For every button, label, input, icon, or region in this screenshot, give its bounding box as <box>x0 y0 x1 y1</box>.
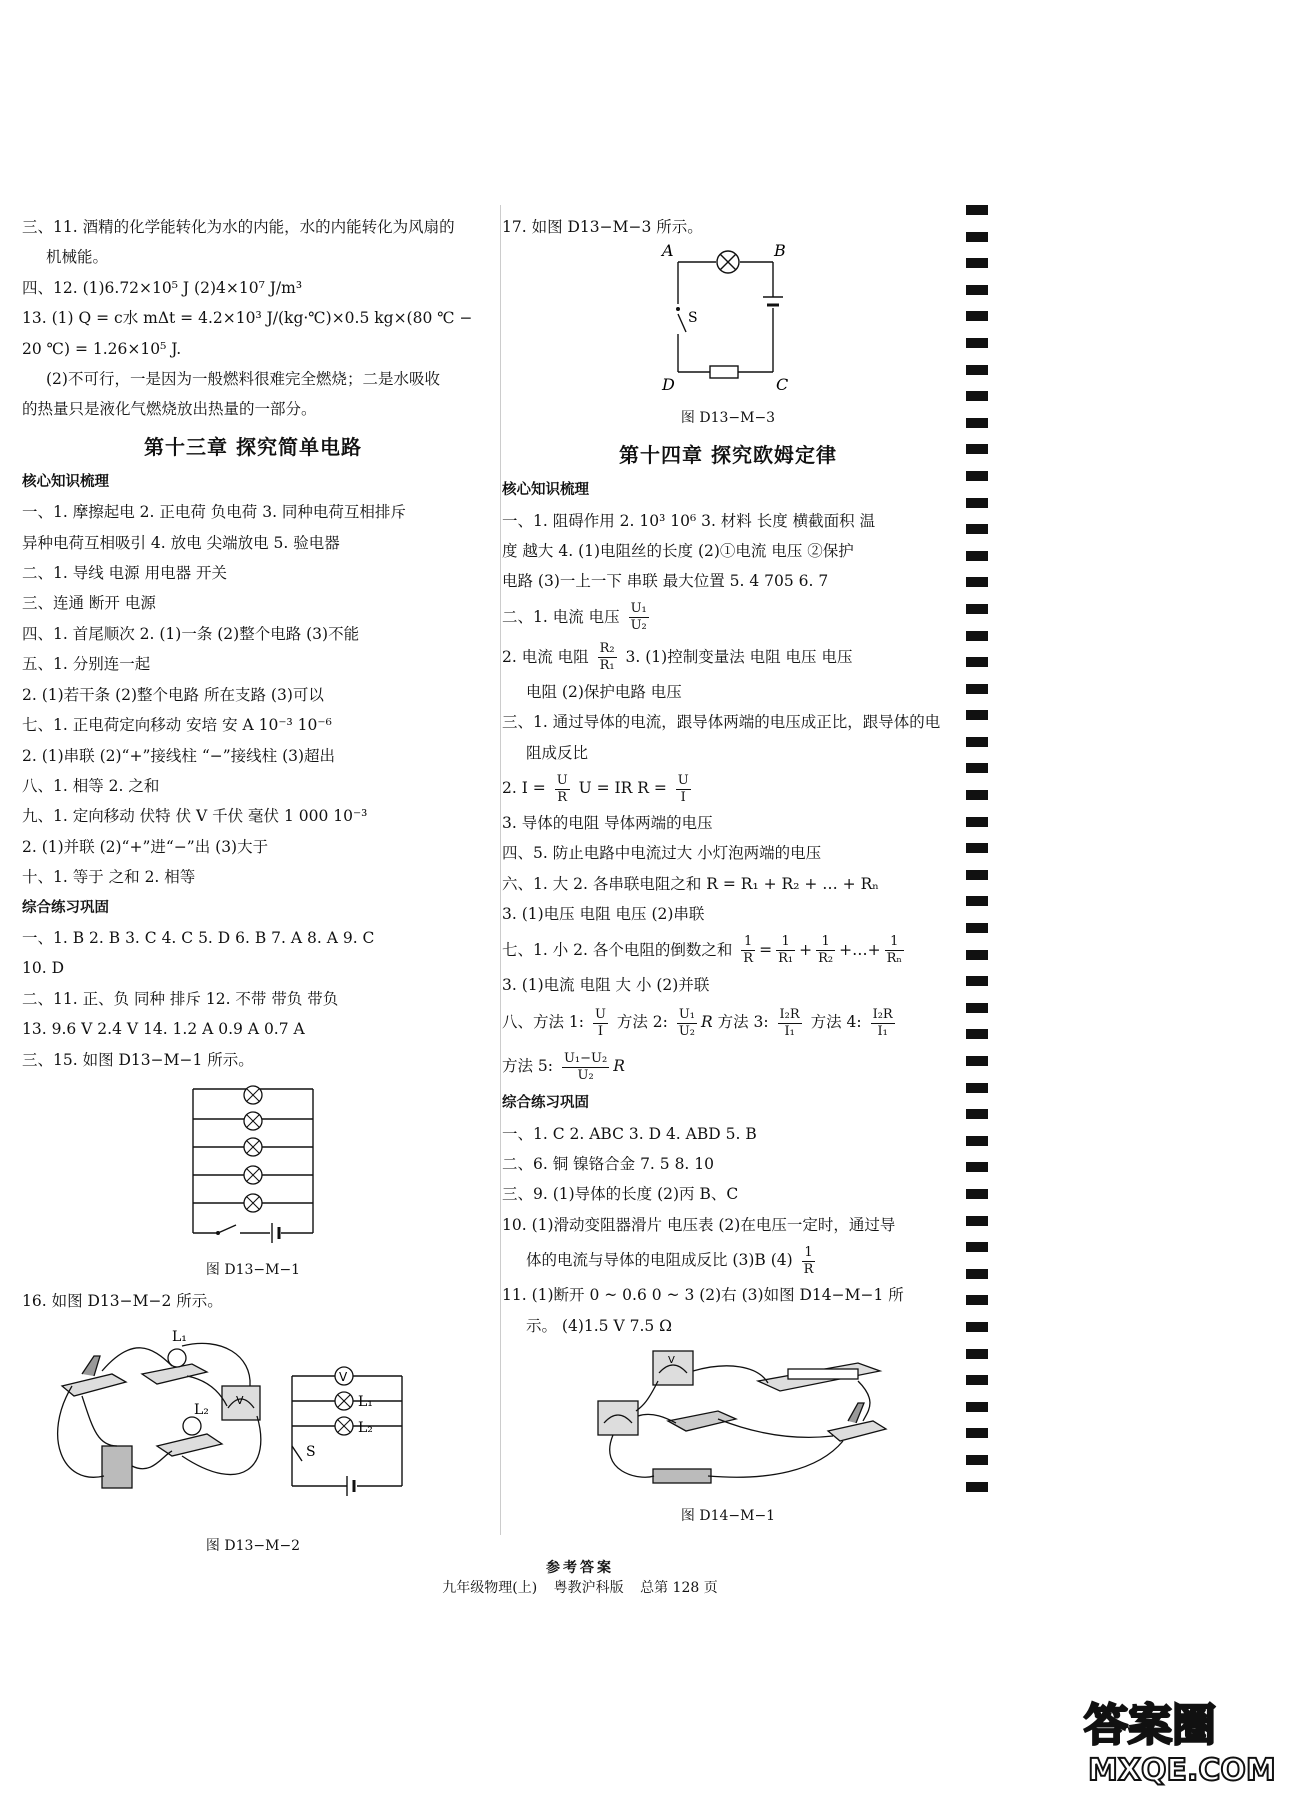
text-segment: 八、方法 1: <box>502 1013 585 1032</box>
registration-mark <box>966 1322 988 1332</box>
registration-mark <box>966 1402 988 1412</box>
registration-mark <box>966 471 988 481</box>
registration-mark <box>966 232 988 242</box>
registration-mark <box>966 551 988 561</box>
footer-title: 参考答案 <box>546 1560 614 1576</box>
voltmeter-label: V <box>668 1354 675 1366</box>
registration-mark <box>966 1482 988 1492</box>
text-segment: 3. (1)控制变量法 电阻 电压 电压 <box>625 647 853 666</box>
text-line <box>502 597 954 637</box>
numerator: 1 <box>816 934 835 951</box>
fraction-1-rn <box>885 934 904 967</box>
text-line: 2. (1)并联 (2)“+”进“−”出 (3)大于 <box>22 837 269 856</box>
text-segment: 方法 4: <box>810 1013 862 1032</box>
text-line: 11. (1)断开 0 ~ 0.6 0 ~ 3 (2)右 (3)如图 D14−M−1 所 <box>502 1286 904 1305</box>
fraction-1-r2 <box>816 934 835 967</box>
text-line: 电路 (3)一上一下 串联 最大位置 5. 4 705 6. 7 <box>502 572 829 591</box>
text-line: 三、连通 断开 电源 <box>22 594 156 613</box>
registration-mark <box>966 896 988 906</box>
text-line <box>502 768 954 808</box>
figure-caption: 图 D13−M−2 <box>205 1538 301 1555</box>
numerator: 1 <box>741 934 755 951</box>
text-line: 一、1. C 2. ABC 3. D 4. ABD 5. B <box>502 1124 757 1143</box>
text-segment: 方法 3: <box>717 1013 769 1032</box>
denominator: I <box>680 789 686 805</box>
ohm-law-experiment-sketch <box>558 1341 898 1491</box>
registration-mark <box>966 950 988 960</box>
registration-mark <box>966 1109 988 1119</box>
denominator: Rₙ <box>886 951 902 967</box>
denominator: I <box>597 1023 603 1039</box>
section-heading: 综合练习巩固 <box>22 899 109 916</box>
text-line: 2. (1)串联 (2)“+”接线柱 “−”接线柱 (3)超出 <box>22 746 336 765</box>
text-line: (2)不可行，一是因为一般燃料很难完全燃烧；二是水吸收 <box>46 370 440 389</box>
numerator: U <box>677 772 689 788</box>
registration-mark <box>966 1056 988 1066</box>
right-column <box>502 212 954 1532</box>
text-line: 三、1. 通过导体的电流，跟导体两端的电压成正比，跟导体的电 <box>502 713 941 732</box>
text-line: 四、12. (1)6.72×10⁵ J (2)4×10⁷ J/m³ <box>22 278 303 297</box>
text-line: 示。 (4)1.5 V 7.5 Ω <box>526 1316 673 1335</box>
series-circuit-abcd-diagram <box>658 242 798 392</box>
text-line: 二、1. 导线 电源 用电器 开关 <box>22 564 227 583</box>
fraction-u1-u2 <box>629 601 649 634</box>
fraction-1-r1 <box>776 934 795 967</box>
series-parallel-circuit-diagram <box>22 1316 462 1531</box>
fraction-u1-minus-u2 <box>562 1051 609 1084</box>
fraction-1-r <box>741 934 755 967</box>
denominator: R₁ <box>599 658 615 674</box>
page-footer <box>350 1558 810 1598</box>
denominator: U₂ <box>577 1067 594 1083</box>
text-line: 机械能。 <box>46 248 109 267</box>
text-line: 八、方法 1: $\frac{U}{I}$ 方法 2: $\frac{\text{U₁}}{\text{U₂}}$ R 方法 3: $\frac{\text{I₂R}}{\text{I₁}}$ 方法 4: $\frac{\text{I₂R}}{\text{I₁}}$ <box>502 1006 893 1039</box>
text-line: 二、6. 铜 镍铬合金 7. 5 8. 10 <box>502 1154 715 1173</box>
denominator: R₂ <box>818 951 834 967</box>
text-line: 度 越大 4. (1)电阻丝的长度 (2)①电流 电压 ②保护 <box>502 542 854 561</box>
text-line: 一、1. B 2. B 3. C 4. C 5. D 6. B 7. A 8. A 9. C <box>22 928 375 947</box>
registration-mark <box>966 1216 988 1226</box>
registration-mark <box>966 258 988 268</box>
fraction-u1-u2 <box>677 1007 697 1040</box>
text-line: 2. (1)若干条 (2)整个电路 所在支路 (3)可以 <box>22 685 324 704</box>
chapter-14-title: 第十四章 探究欧姆定律 <box>619 443 837 468</box>
registration-mark <box>966 498 988 508</box>
text-line: 三、9. (1)导体的长度 (2)丙 B、C <box>502 1185 739 1204</box>
text-segment: 2. I = <box>502 779 546 798</box>
left-column <box>22 212 484 1562</box>
registration-mark <box>966 444 988 454</box>
text-segment: 七、1. 小 2. 各个电阻的倒数之和 <box>502 940 733 959</box>
text-line: 二、11. 正、负 同种 排斥 12. 不带 带负 带负 <box>22 989 339 1008</box>
registration-mark <box>966 1428 988 1438</box>
registration-mark <box>966 391 988 401</box>
denominator: I₁ <box>784 1023 795 1039</box>
numerator: R₂ <box>599 641 615 657</box>
numerator: 1 <box>802 1245 816 1262</box>
switch-s: S <box>688 310 698 327</box>
text-line: 九、1. 定向移动 伏特 伏 V 千伏 毫伏 1 000 10⁻³ <box>22 807 368 826</box>
text-line: 六、1. 大 2. 各串联电阻之和 R = R₁ + R₂ + … + Rₙ <box>502 874 879 893</box>
section-heading: 综合练习巩固 <box>502 1095 589 1112</box>
text-line: 八、1. 相等 2. 之和 <box>22 776 160 795</box>
figure-d13-m2 <box>22 1316 484 1531</box>
text-line: 13. 9.6 V 2.4 V 14. 1.2 A 0.9 A 0.7 A <box>22 1020 305 1039</box>
label-l1: L₁ <box>172 1329 187 1346</box>
text-line: 阻成反比 <box>526 743 589 762</box>
registration-mark <box>966 657 988 667</box>
registration-mark <box>966 631 988 641</box>
text-line: 10. D <box>22 959 65 978</box>
text-segment: 方法 5: <box>502 1057 554 1076</box>
numerator: U₁−U₂ <box>563 1050 608 1066</box>
text-line <box>502 1240 954 1280</box>
text-line: 3. (1)电压 电阻 电压 (2)串联 <box>502 905 705 924</box>
registration-mark <box>966 843 988 853</box>
text-line: 七、1. 小 2. 各个电阻的倒数之和 $\frac{1}{R}$ = $\frac{1}{\text{R₁}}$ + $\frac{1}{\text{R₂}}$ +…+ $\frac{1}{\text{Rₙ}}$ <box>502 934 902 967</box>
watermark-url: MXQE.COM <box>1088 1753 1276 1788</box>
section-heading: 核心知识梳理 <box>502 482 589 499</box>
chapter-13-title: 第十三章 探究简单电路 <box>144 434 362 459</box>
text-line: 3. (1)电流 电阻 大 小 (2)并联 <box>502 975 710 994</box>
numerator: U₁ <box>678 1006 695 1022</box>
text-line: 三、15. 如图 D13−M−1 所示。 <box>22 1050 254 1069</box>
denominator: I₁ <box>877 1023 888 1039</box>
fraction-i2r-i1 <box>778 1007 802 1040</box>
point-c: C <box>776 375 789 393</box>
text-line: 一、1. 阻碍作用 2. 10³ 10⁶ 3. 材料 长度 横截面积 温 <box>502 511 876 530</box>
registration-mark <box>966 790 988 800</box>
registration-mark <box>966 311 988 321</box>
text-line: 四、5. 防止电路中电流过大 小灯泡两端的电压 <box>502 844 822 863</box>
text-line: 电阻 (2)保护电路 电压 <box>526 682 682 701</box>
text-segment: 2. 电流 电阻 <box>502 647 589 666</box>
registration-mark <box>966 1189 988 1199</box>
figure-caption: 图 D14−M−1 <box>680 1508 776 1525</box>
registration-mark <box>966 684 988 694</box>
registration-mark <box>966 1242 988 1252</box>
registration-mark <box>966 923 988 933</box>
text-line: 五、1. 分别连一起 <box>22 655 151 674</box>
registration-mark <box>966 1083 988 1093</box>
figure-d13-m3 <box>502 242 954 402</box>
registration-mark <box>966 737 988 747</box>
registration-mark <box>966 205 988 215</box>
text-line: 七、1. 正电荷定向移动 安培 安 A 10⁻³ 10⁻⁶ <box>22 716 332 735</box>
registration-mark <box>966 1375 988 1385</box>
text-line: 的热量只是液化气燃烧放出热量的一部分。 <box>22 400 317 419</box>
registration-mark <box>966 710 988 720</box>
label-l1: L₁ <box>358 1394 373 1411</box>
figure-caption: 图 D13−M−3 <box>680 409 776 426</box>
figure-d14-m1 <box>502 1341 954 1501</box>
watermark-graphic <box>1074 1680 1284 1790</box>
registration-mark <box>966 577 988 587</box>
registration-mark <box>966 524 988 534</box>
voltmeter-label: V <box>339 1370 348 1385</box>
fraction-i2r-i1 <box>871 1007 895 1040</box>
registration-mark <box>966 817 988 827</box>
registration-mark <box>966 763 988 773</box>
parallel-lamps-circuit-diagram <box>178 1075 328 1245</box>
numerator: U₁ <box>630 601 647 617</box>
text-line: 异种电荷互相吸引 4. 放电 尖端放电 5. 验电器 <box>22 533 340 552</box>
numerator: I₂R <box>779 1006 800 1022</box>
registration-mark <box>966 365 988 375</box>
watermark-title: 答案圈 <box>1084 1700 1216 1751</box>
text-line: 3. 导体的电阻 导体两端的电压 <box>502 814 713 833</box>
text-line: 一、1. 摩擦起电 2. 正电荷 负电荷 3. 同种电荷互相排斥 <box>22 503 406 522</box>
registration-mark <box>966 1003 988 1013</box>
point-d: D <box>662 375 675 393</box>
numerator: U <box>594 1006 606 1022</box>
registration-mark <box>966 976 988 986</box>
text-line: 13. (1) Q = c水 mΔt = 4.2×10³ J/(kg·℃)×0.5 kg×(80 ℃ − <box>22 309 473 328</box>
text-line: 16. 如图 D13−M−2 所示。 <box>22 1291 223 1310</box>
registration-mark <box>966 1029 988 1039</box>
fraction-u-i <box>593 1007 608 1040</box>
denominator: R <box>557 789 568 805</box>
registration-mark <box>966 285 988 295</box>
registration-mark <box>966 604 988 614</box>
denominator: R <box>743 951 754 967</box>
registration-mark <box>966 1162 988 1172</box>
registration-mark <box>966 1295 988 1305</box>
text-line <box>502 637 954 677</box>
registration-mark <box>966 418 988 428</box>
point-a: A <box>662 242 674 261</box>
registration-mark <box>966 1455 988 1465</box>
registration-mark <box>966 870 988 880</box>
label-l2: L₂ <box>358 1420 373 1437</box>
label-s: S <box>306 1444 316 1461</box>
footer-grade: 九年级物理(上) <box>442 1580 538 1596</box>
registration-mark <box>966 1136 988 1146</box>
footer-info <box>350 1578 810 1598</box>
text-line: 方法 5: $\frac{\text{U₁−U₂}}{\text{U₂}}$ R <box>502 1050 625 1083</box>
footer-page-number: 总第 128 页 <box>640 1580 718 1596</box>
figure-d13-m1 <box>22 1075 484 1255</box>
page-fold-line <box>500 205 501 1535</box>
fraction-u-r <box>555 773 570 806</box>
denominator: U₂ <box>678 1023 695 1039</box>
watermark-logo <box>1074 1680 1284 1790</box>
fraction-u-i <box>676 773 691 806</box>
text-line: 十、1. 等于 之和 2. 相等 <box>22 868 196 887</box>
registration-mark <box>966 338 988 348</box>
registration-mark <box>966 1269 988 1279</box>
numerator: U <box>556 772 568 788</box>
text-segment: U = IR R = <box>578 779 667 798</box>
text-line: 四、1. 首尾顺次 2. (1)一条 (2)整个电路 (3)不能 <box>22 624 360 643</box>
section-heading: 核心知识梳理 <box>22 473 109 490</box>
figure-caption: 图 D13−M−1 <box>205 1262 301 1279</box>
text-line: 17. 如图 D13−M−3 所示。 <box>502 218 703 236</box>
denominator: R <box>803 1261 814 1277</box>
label-v: V <box>236 1394 244 1408</box>
text-segment: 二、1. 电流 电压 <box>502 607 620 626</box>
numerator: 1 <box>885 934 904 951</box>
fraction-r2-r1 <box>598 641 617 674</box>
fraction-1-r <box>802 1245 816 1278</box>
text-line: 10. (1)滑动变阻器滑片 电压表 (2)在电压一定时，通过导 <box>502 1215 896 1234</box>
text-line: 三、11. 酒精的化学能转化为水的内能，水的内能转化为风扇的 <box>22 218 455 236</box>
point-b: B <box>774 242 786 261</box>
label-l2: L₂ <box>194 1402 209 1419</box>
text-segment: 体的电流与导体的电阻成反比 (3)B (4) <box>526 1251 793 1270</box>
numerator: I₂R <box>872 1006 893 1022</box>
text-segment: 方法 2: <box>616 1013 668 1032</box>
denominator: R₁ <box>778 951 794 967</box>
denominator: U₂ <box>630 618 647 634</box>
numerator: 1 <box>776 934 795 951</box>
text-line: 20 ℃) = 1.26×10⁵ J. <box>22 339 182 358</box>
registration-mark <box>966 1349 988 1359</box>
footer-edition: 粤教沪科版 <box>553 1580 624 1596</box>
registration-marks <box>966 205 988 1508</box>
